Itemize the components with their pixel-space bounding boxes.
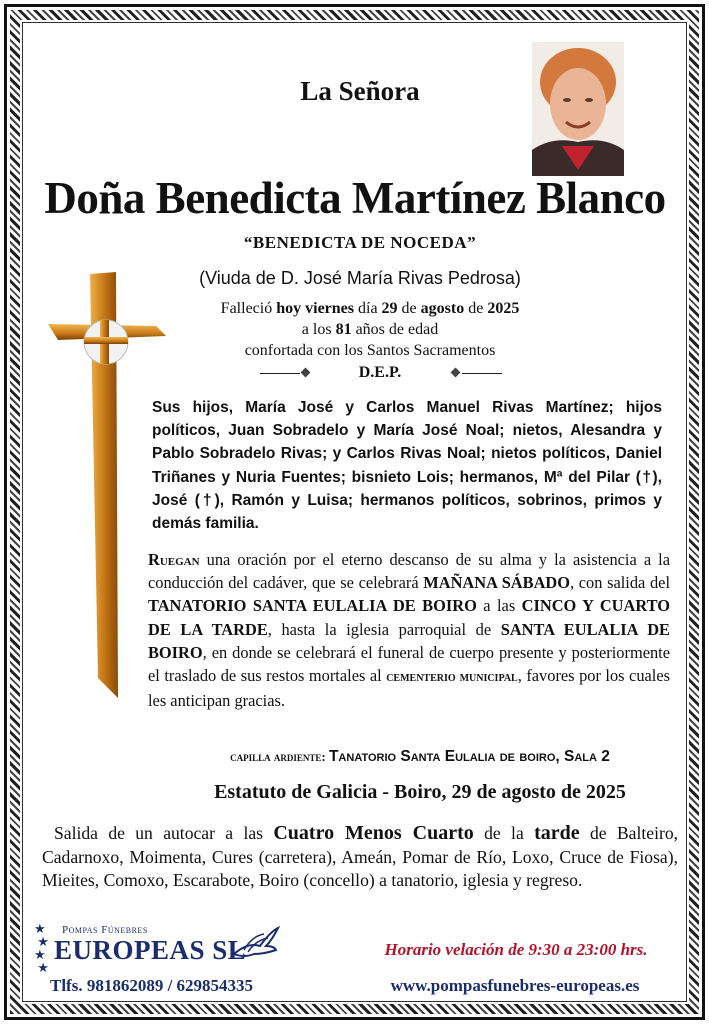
dep-label: D.E.P. (358, 364, 402, 381)
phone-numbers: Tlfs. 981862089 / 629854335 (50, 976, 254, 995)
logo-name: EUROPEAS SL (54, 935, 247, 965)
diamond-ornament (451, 368, 461, 378)
dep-row (250, 364, 510, 386)
death-info (170, 298, 570, 361)
header-title: La Señora (300, 76, 420, 106)
diamond-ornament (301, 368, 311, 378)
place-date: Estatuto de Galicia - Boiro, 29 de agosto de 2025 (214, 781, 626, 803)
bus-info: Salida de un autocar a las Cuatro Menos Cuarto de la tarde de Balteiro, Cadarnoxo, Moimenta, Cures (carretera), Ameán, Pomar de Río, Loxo, Cruce de Fiosa), Mieites, Comoxo, Escarabote, Boiro (concello) a tanatorio, iglesia y regreso. (42, 822, 679, 890)
deceased-name: Doña Benedicta Martínez Blanco (44, 173, 666, 223)
ruegan-text: Ruegan una oración por el eterno descanso de su alma y la asistencia a la conducción del cadáver, que se celebrará MAÑANA SÁBADO, con salida del TANATORIO SANTA EULALIA DE BOIRO a las CINCO Y CUARTO DE LA TARDE, hasta la iglesia parroquial de SANTA EULALIA DE BOIRO, en donde se celebrará el funeral de cuerpo presente y posteriormente el traslado de sus restos mortales al cementerio municipal, favores por los cuales les anticipan gracias. (148, 550, 671, 711)
wake-hours: Horario velación de 9:30 a 23:00 hrs. (384, 940, 648, 959)
logo-tagline: Pompas Fúnebres (62, 924, 148, 936)
deceased-photo (532, 42, 624, 176)
sacraments-line: confortada con los Santos Sacramentos (244, 342, 496, 359)
divider-line (462, 373, 502, 374)
age-line: a los 81 años de edad (301, 321, 439, 338)
death-date-line: Falleció hoy viernes día 29 de agosto de 2025 (220, 300, 520, 317)
website-link[interactable]: www.pompasfunebres-europeas.es (390, 976, 640, 995)
deceased-nickname: “BENEDICTA DE NOCEDA” (243, 233, 477, 252)
star-icon: ★ ★ ★ ★ (34, 921, 49, 975)
widow-note: (Viuda de D. José María Rivas Pedrosa) (199, 268, 521, 288)
capilla-ardiente: capilla ardiente: Tanatorio Santa Eulalia de boiro, Sala 2 (230, 748, 610, 765)
divider-line (260, 373, 300, 374)
family-text: Sus hijos, María José y Carlos Manuel Rivas Martínez; hijos políticos, Juan Sobradelo y María José Noal; nietos, Alesandra y Pablo Sobradelo Rivas; y Carlos Rivas Noal; nietos políticos, Daniel Triñanes y Nuria Fuentes; bisnieto Lois; hermanos, Mª del Pilar (†), José (†), Ramón y Luisa; hermanos políticos, sobrinos, primos y demás familia. (152, 399, 662, 533)
dove-icon (230, 924, 280, 964)
